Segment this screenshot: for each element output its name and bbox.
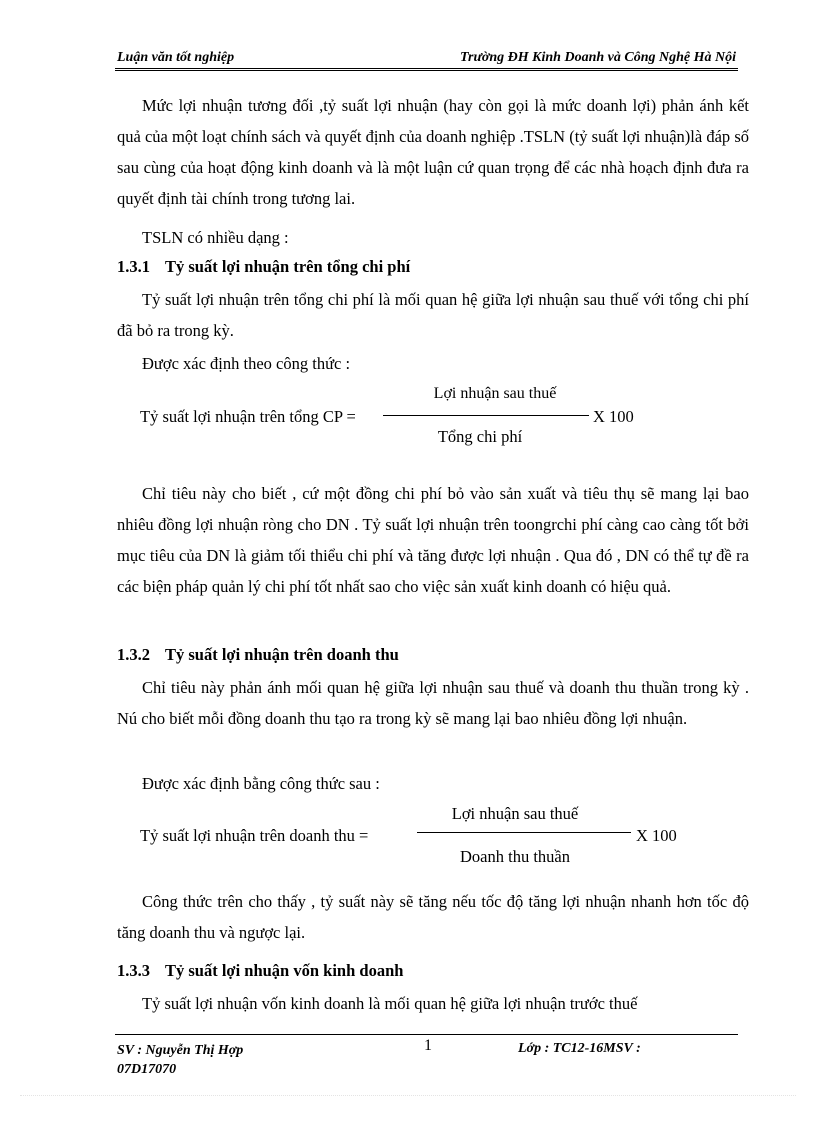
- footer-class: Lớp : TC12-16MSV :: [518, 1041, 641, 1056]
- formula2-denominator: Doanh thu thuần: [460, 847, 570, 866]
- paragraph-formula-intro-1: Được xác định theo công thức :: [142, 354, 351, 373]
- formula2-multiplier: X 100: [636, 826, 677, 845]
- formula1-multiplier: X 100: [593, 407, 634, 426]
- formula1-fraction-line: [383, 415, 589, 416]
- formula1-denominator: Tổng chi phí: [437, 427, 523, 446]
- paragraph-formula-intro-2: Được xác định bằng công thức sau :: [142, 774, 380, 793]
- header-rule-double: [115, 70, 738, 71]
- paragraph-formula-conclusion: Công thức trên cho thấy , tỷ suất này sẽ tăng nếu tốc độ tăng lợi nhuận nhanh hơn tốc độ tăng doanh thu và ngược lại.: [117, 892, 749, 942]
- footer-rule: [115, 1034, 738, 1035]
- formula2-label: Tỷ suất lợi nhuận trên doanh thu =: [140, 826, 369, 845]
- paragraph-cost-meaning: Chỉ tiêu này cho biết , cứ một đồng chi phí bỏ vào sản xuất và tiêu thụ sẽ mang lại bao nhiêu đồng lợi nhuận ròng cho DN . Tỷ suất lợi nhuận trên toongrchi phí càng cao càng tốt bởi mục tiêu của DN là giảm tối thiểu chi phí và tăng được lợi nhuận . Qua đó , DN có thể tự đề ra các biện pháp quản lý chi phí tốt nhất sao cho việc sản xuất kinh doanh có hiệu quả.: [117, 484, 749, 596]
- paragraph-cost-definition: Tỷ suất lợi nhuận trên tổng chi phí là mối quan hệ giữa lợi nhuận sau thuế với tổng chi phí đã bỏ ra trong kỳ.: [117, 290, 749, 340]
- heading-1-3-3: 1.3.3 Tỷ suất lợi nhuận vốn kinh doanh: [117, 961, 404, 980]
- formula1-label: Tỷ suất lợi nhuận trên tổng CP =: [140, 407, 356, 426]
- formula1-numerator: Lợi nhuận sau thuế: [433, 385, 557, 402]
- paragraph-capital-definition: Tỷ suất lợi nhuận vốn kinh doanh là mối quan hệ giữa lợi nhuận trước thuế: [142, 994, 638, 1013]
- header-thesis-label: Luận văn tốt nghiệp: [117, 50, 235, 65]
- paragraph-tsln-types: TSLN có nhiều dạng :: [142, 228, 289, 247]
- page-bottom-dotted-line: [20, 1095, 796, 1096]
- heading-1-3-1: 1.3.1 Tỷ suất lợi nhuận trên tổng chi phí: [117, 257, 411, 276]
- header-university: Trường ĐH Kinh Doanh và Công Nghệ Hà Nội: [460, 50, 736, 65]
- paragraph-revenue-definition: Chỉ tiêu này phản ánh mối quan hệ giữa lợi nhuận sau thuế và doanh thu thuần trong kỳ . Nú cho biết mỗi đồng doanh thu tạo ra trong kỳ sẽ mang lại bao nhiêu đồng lợi nhuận.: [117, 678, 749, 728]
- formula2-numerator: Lợi nhuận sau thuế: [451, 804, 579, 823]
- page-number: 1: [424, 1037, 432, 1054]
- heading-1-3-2: 1.3.2 Tỷ suất lợi nhuận trên doanh thu: [117, 645, 399, 664]
- formula2-fraction-line: [417, 832, 631, 833]
- footer-student-name: SV : Nguyễn Thị Hợp: [117, 1043, 244, 1058]
- header-rule: [115, 68, 738, 69]
- footer-student: [117, 1041, 243, 1079]
- paragraph-intro: Mức lợi nhuận tương đối ,tỷ suất lợi nhuận (hay còn gọi là mức doanh lợi) phản ánh kết quả của một loạt chính sách và quyết định của doanh nghiệp .TSLN (tỷ suất lợi nhuận)là đáp số sau cùng của hoạt động kinh doanh và là một luận cứ quan trọng để các nhà hoạch định đưa ra quyết định tài chính trong tương lai.: [117, 96, 749, 208]
- footer-student-id: 07D17070: [117, 1062, 177, 1077]
